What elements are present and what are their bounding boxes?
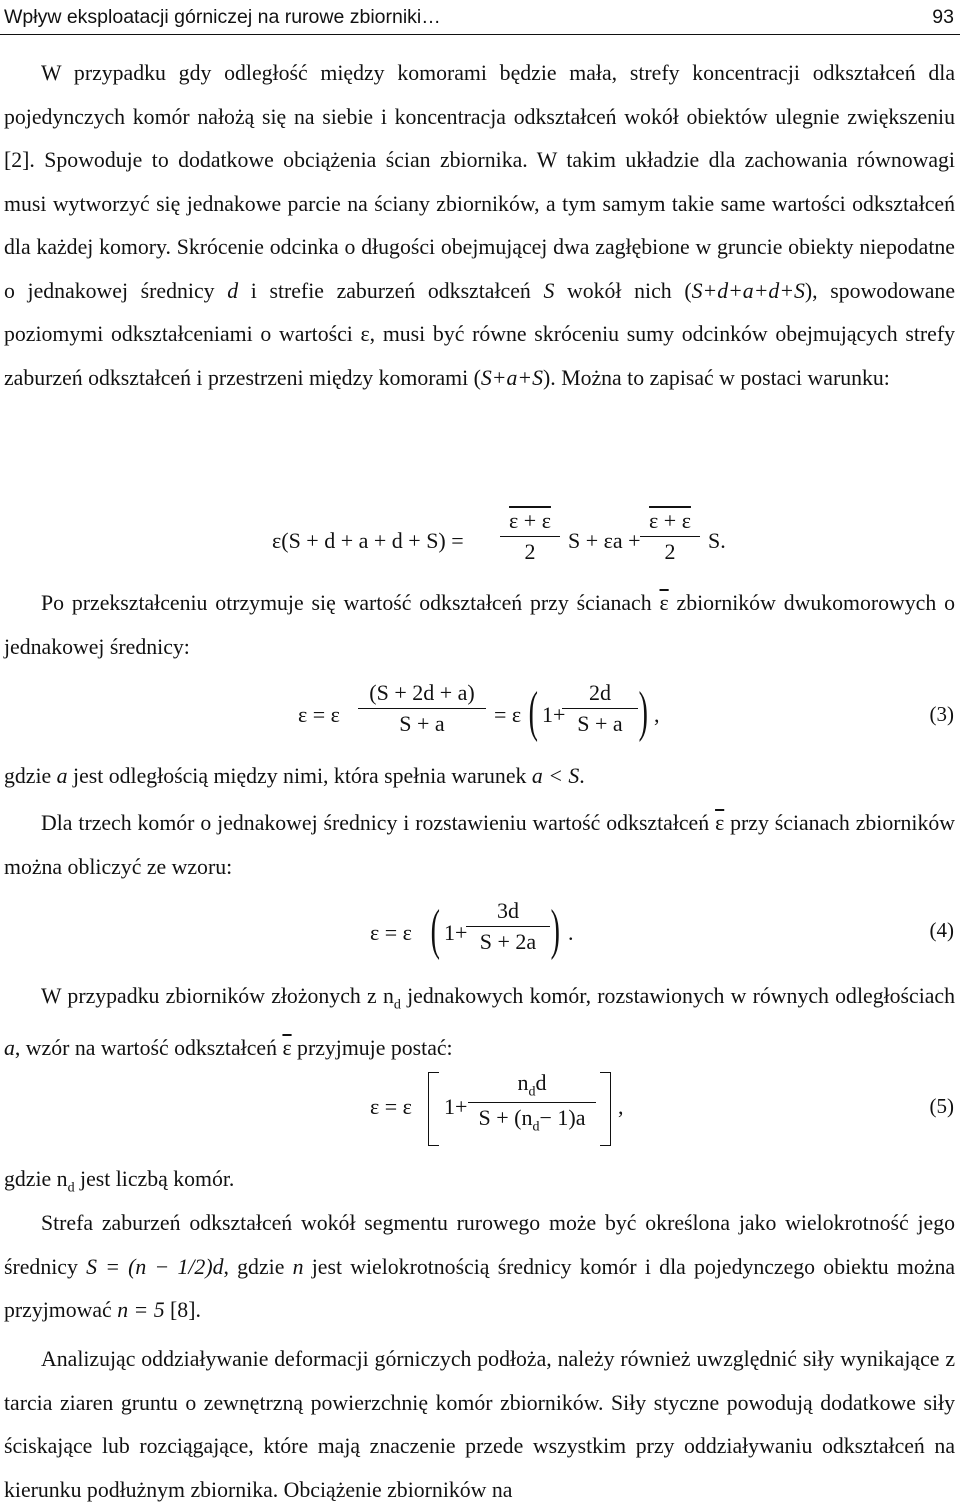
equation-number-4: (4)	[929, 918, 954, 942]
fraction-3a: (S + 2d + a) S + a	[358, 680, 486, 737]
left-paren: (	[528, 681, 538, 743]
right-bracket	[600, 1072, 611, 1146]
fraction-3b: 2d S + a	[562, 680, 638, 737]
paragraph-6: gdzie $n_d$ jest liczbą komór.	[4, 1167, 235, 1196]
equation-number-5: (5)	[929, 1094, 954, 1118]
paragraph-5: W przypadku zbiorników złożonych z $n_d$ jednakowych komór, rozstawionych w równych odległościach a, wzór na wartość odkształceń $\overline{\varepsilon}$ przyjmuje postać:	[4, 984, 956, 1060]
fraction-5: $n_dd$ $S + (n_d- 1)a$	[468, 1070, 596, 1136]
fraction-1b: ε + ε 2	[640, 508, 700, 565]
equation-number-3: (3)	[929, 702, 954, 726]
paragraph-3: gdzie a jest odległością między nimi, która spełnia warunek a < S.	[4, 764, 585, 788]
left-paren: (	[430, 899, 440, 961]
equation-4: ε = ε ( 1+ 3d S + 2a ) .	[370, 898, 574, 961]
fraction-4: 3d S + 2a	[466, 898, 550, 955]
right-paren: )	[550, 899, 560, 961]
equation-1: ε(S + d + a + d + S) = ε + ε 2 S + εa + ε + ε 2 S.	[272, 508, 726, 564]
right-paren: )	[638, 681, 648, 743]
left-bracket	[428, 1072, 439, 1146]
paragraph-2: Po przekształceniu otrzymuje się wartość odkształceń przy ścianach $\overline{\varepsilon}$ zbiorników dwukomorowych o jednakowej średnicy:	[4, 591, 956, 659]
paragraph-4: Dla trzech komór o jednakowej średnicy i rozstawieniu wartość odkształceń $\overline{\varepsilon}$ przy ścianach zbiorników można obliczyć ze wzoru:	[4, 811, 956, 879]
paragraph-7: Strefa zaburzeń odkształceń wokół segmentu rurowego może być określona jako wielokrotność jego średnicy S = (n − 1/2)d, gdzie n jest wielokrotnością średnicy komór i dla pojedynczego obiektu można przyjmować n = 5 [8].	[4, 1211, 956, 1322]
page-number: 93	[932, 6, 954, 28]
paragraph-1: W przypadku gdy odległość między komorami będzie mała, strefy koncentracji odkształceń dla pojedynczych komór nałożą się na siebie i koncentracja odkształceń wokół obiektów ulegnie zwiększeniu [2]. Spowoduje to dodatkowe obciążenia ścian zbiornika. W takim układzie dla zachowania równowagi musi wytworzyć się jednakowe parcie na ściany zbiorników, a tym samym takie same wartości odkształceń dla każdej komory. Skrócenie odcinka o długości obejmującej dwa zagłębione w gruncie obiekty niepodatne o jednakowej średnicy d i strefie zaburzeń odkształceń S wokół nich (S+d+a+d+S), spowodowane poziomymi odkształceniami o wartości ε, musi być równe skróceniu sumy odcinków obejmujących strefy zaburzeń odkształceń i przestrzeni między komorami (S+a+S). Można to zapisać w postaci warunku:	[4, 61, 955, 390]
header-title: Wpływ eksploatacji górniczej na rurowe zbiorniki…	[4, 6, 441, 28]
equation-5: ε = ε 1+ $n_dd$ $S + (n_d- 1)a$ ,	[370, 1070, 630, 1150]
running-header	[0, 0, 960, 35]
paragraph-8: Analizując oddziaływanie deformacji górniczych podłoża, należy również uwzględnić siły wynikające z tarcia ziaren gruntu o zewnętrzną powierzchnię komór zbiorników. Siły styczne powodują dodatkowe siły ściskające lub rozciągające, które mają znaczenie przede wszystkim przy oddziaływaniu odkształceń na kierunku podłużnym zbiornika. Obciążenie zbiorników na	[4, 1347, 955, 1502]
equation-3: ε = ε (S + 2d + a) S + a = ε ( 1+ 2d S + a ) ,	[298, 680, 660, 743]
fraction-1a: ε + ε 2	[500, 508, 560, 565]
